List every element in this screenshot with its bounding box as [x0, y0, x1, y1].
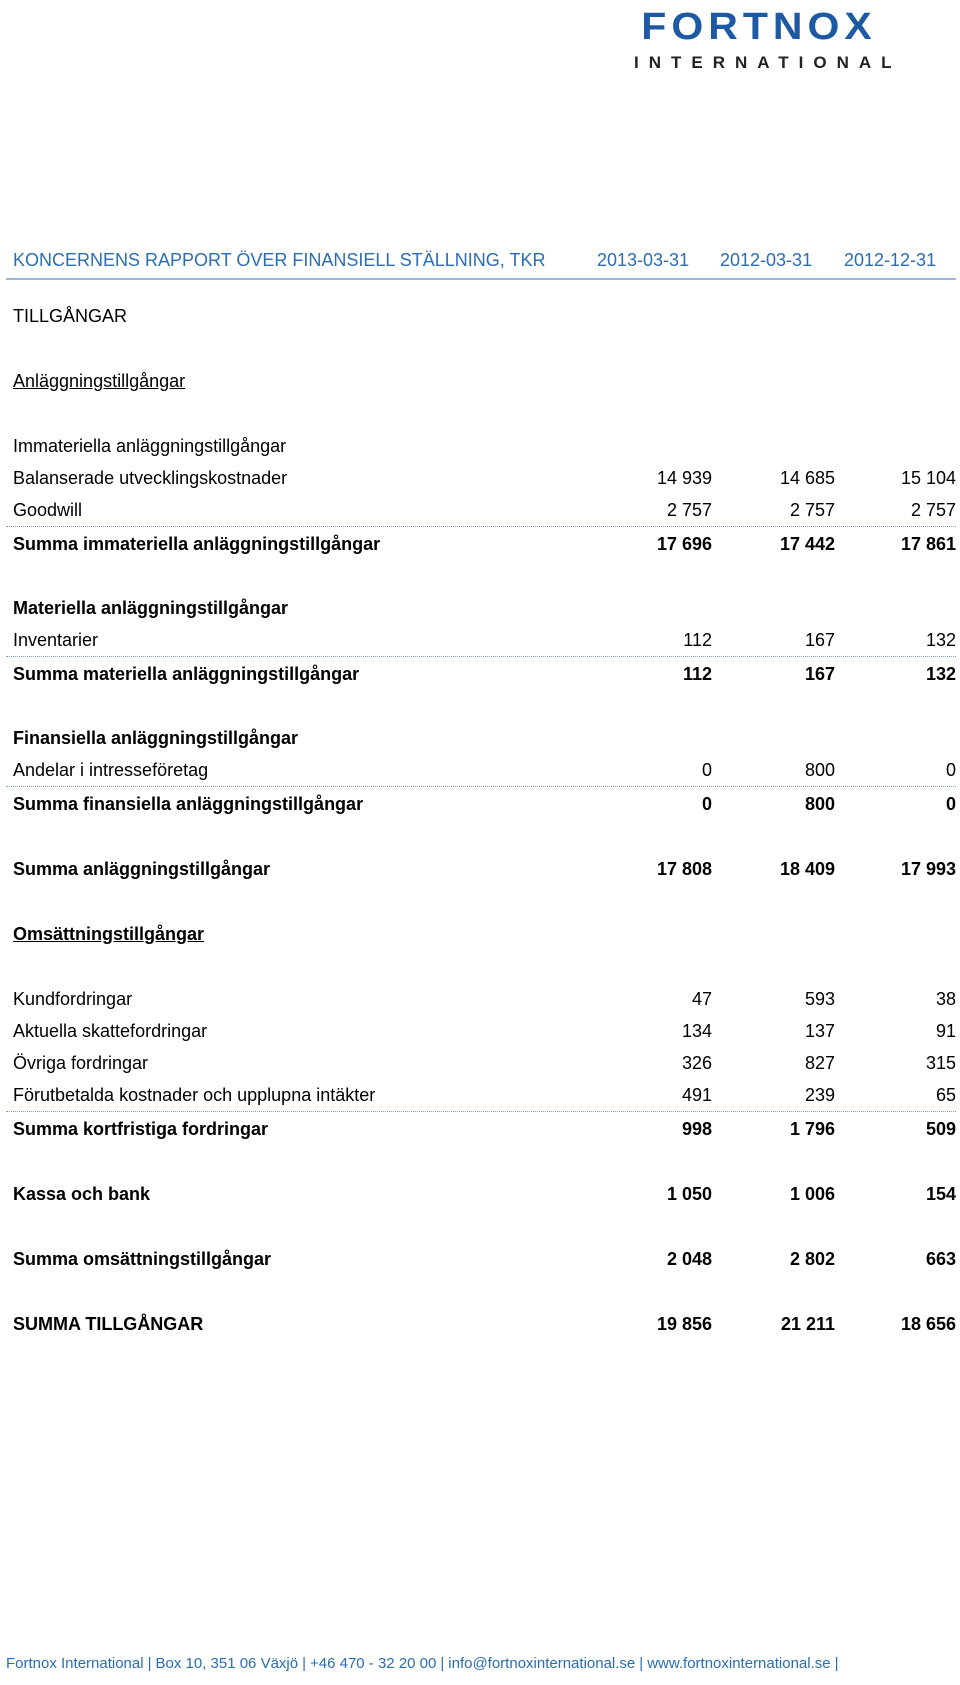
row-value-1: 1 050: [666, 1184, 712, 1204]
section-heading-omsattningstillgangar: [6, 918, 956, 950]
column-header-2: 2012-03-31: [720, 250, 813, 270]
footer-website[interactable]: www.fortnoxinternational.se: [647, 1655, 831, 1672]
total-row: [6, 1178, 956, 1210]
row-value-1: 2 757: [666, 500, 712, 520]
logo-wordmark: FORTNOX: [641, 4, 877, 48]
row-value-2: 1 006: [789, 1184, 835, 1204]
row-value-3: 0: [945, 794, 956, 814]
row-label: Andelar i intresseföretag: [13, 760, 209, 780]
row-label: Summa anläggningstillgångar: [13, 859, 271, 879]
row-label: Anläggningstillgångar: [13, 371, 186, 391]
subtotal-row: [6, 1113, 956, 1145]
row-value-3: 663: [925, 1249, 956, 1269]
footer-email[interactable]: info@fortnoxinternational.se: [448, 1655, 636, 1672]
row-value-1: 17 808: [656, 859, 712, 879]
footer-company: Fortnox International: [6, 1655, 144, 1672]
row-value-2: 239: [804, 1085, 835, 1105]
total-row: [6, 853, 956, 885]
row-value-2: 827: [804, 1053, 835, 1073]
row-value-2: 18 409: [779, 859, 835, 879]
row-label: Summa materiella anläggningstillgångar: [13, 664, 360, 684]
row-label: Immateriella anläggningstillgångar: [13, 436, 287, 456]
row-label: Summa omsättningstillgångar: [13, 1249, 272, 1269]
row-value-2: 2 802: [789, 1249, 835, 1269]
row-value-2: 800: [804, 794, 835, 814]
footer-separator: |: [639, 1655, 644, 1672]
row-value-3: 509: [925, 1119, 956, 1139]
row-value-1: 998: [681, 1119, 712, 1139]
row-label: Övriga fordringar: [13, 1053, 149, 1073]
report-header: [6, 236, 956, 280]
row-value-3: 2 757: [910, 500, 956, 520]
row-value-1: 491: [681, 1085, 712, 1105]
row-label: Kundfordringar: [13, 989, 133, 1009]
row-value-3: 91: [935, 1021, 956, 1041]
row-value-3: 38: [935, 989, 956, 1009]
logo-subtitle: INTERNATIONAL: [634, 53, 902, 72]
row-value-1: 326: [681, 1053, 712, 1073]
table-row: [6, 983, 956, 1015]
report-title: KONCERNENS RAPPORT ÖVER FINANSIELL STÄLLNING, TKR: [13, 250, 546, 270]
table-row: [6, 754, 956, 787]
page-footer: [6, 1652, 956, 1676]
footer-phone: +46 470 - 32 20 00: [310, 1655, 437, 1672]
row-label: Finansiella anläggningstillgångar: [13, 728, 299, 748]
grand-total-row: [6, 1308, 956, 1340]
row-value-1: 2 048: [666, 1249, 712, 1269]
row-label: Materiella anläggningstillgångar: [13, 598, 289, 618]
row-label: Kassa och bank: [13, 1184, 151, 1204]
row-value-1: 134: [681, 1021, 712, 1041]
row-value-1: 17 696: [656, 534, 712, 554]
row-label: Goodwill: [13, 500, 83, 520]
company-logo: [574, 6, 944, 72]
row-label: SUMMA TILLGÅNGAR: [13, 1314, 204, 1334]
subtotal-row: [6, 528, 956, 560]
table-row: [6, 1015, 956, 1047]
row-label: Summa finansiella anläggningstillgångar: [13, 794, 364, 814]
row-value-1: 0: [701, 760, 712, 780]
total-row: [6, 1243, 956, 1275]
footer-address: Box 10, 351 06 Växjö: [155, 1655, 299, 1672]
row-value-3: 0: [945, 760, 956, 780]
footer-separator: |: [440, 1655, 445, 1672]
table-row: [6, 462, 956, 494]
row-value-3: 132: [925, 630, 956, 650]
row-value-1: 19 856: [656, 1314, 712, 1334]
column-header-3: 2012-12-31: [844, 250, 937, 270]
row-value-1: 112: [683, 630, 712, 650]
row-label: Omsättningstillgångar: [13, 924, 205, 944]
row-value-1: 112: [682, 664, 712, 684]
table-row: [6, 624, 956, 657]
section-heading-tillgangar: [6, 300, 956, 332]
row-value-3: 65: [935, 1085, 956, 1105]
table-row: [6, 494, 956, 527]
row-value-2: 593: [804, 989, 835, 1009]
row-value-3: 17 993: [900, 859, 956, 879]
row-label: Summa kortfristiga fordringar: [13, 1119, 269, 1139]
row-label: Inventarier: [13, 630, 99, 650]
row-value-2: 2 757: [789, 500, 835, 520]
footer-separator: |: [302, 1655, 306, 1672]
row-value-2: 800: [804, 760, 835, 780]
row-value-2: 1 796: [789, 1119, 835, 1139]
row-value-3: 132: [925, 664, 956, 684]
row-value-2: 167: [804, 664, 835, 684]
footer-separator: |: [834, 1655, 839, 1672]
subsection-heading-materiella: [6, 592, 956, 624]
row-value-2: 21 211: [780, 1314, 835, 1334]
row-value-2: 14 685: [779, 468, 835, 488]
row-value-2: 17 442: [779, 534, 835, 554]
subtotal-row: [6, 788, 956, 820]
row-value-3: 154: [925, 1184, 956, 1204]
row-value-1: 14 939: [656, 468, 712, 488]
subsection-heading-finansiella: [6, 722, 956, 754]
column-header-1: 2013-03-31: [597, 250, 690, 270]
row-label: Balanserade utvecklingskostnader: [13, 468, 288, 488]
row-value-2: 167: [804, 630, 835, 650]
footer-separator: |: [147, 1655, 152, 1672]
row-value-3: 315: [925, 1053, 956, 1073]
subtotal-row: [6, 658, 956, 690]
subsection-heading-immateriella: [6, 430, 956, 462]
row-value-3: 17 861: [900, 534, 956, 554]
section-heading-anlaggningstillgangar: [6, 365, 956, 397]
row-value-3: 18 656: [900, 1314, 956, 1334]
row-value-1: 0: [701, 794, 712, 814]
row-value-1: 47: [691, 989, 712, 1009]
table-row: [6, 1079, 956, 1112]
row-label: TILLGÅNGAR: [13, 306, 128, 326]
row-label: Summa immateriella anläggningstillgångar: [13, 534, 381, 554]
row-value-3: 15 104: [900, 468, 956, 488]
row-value-2: 137: [804, 1021, 835, 1041]
row-label: Förutbetalda kostnader och upplupna intäkter: [13, 1085, 376, 1105]
row-label: Aktuella skattefordringar: [13, 1021, 208, 1041]
table-row: [6, 1047, 956, 1079]
